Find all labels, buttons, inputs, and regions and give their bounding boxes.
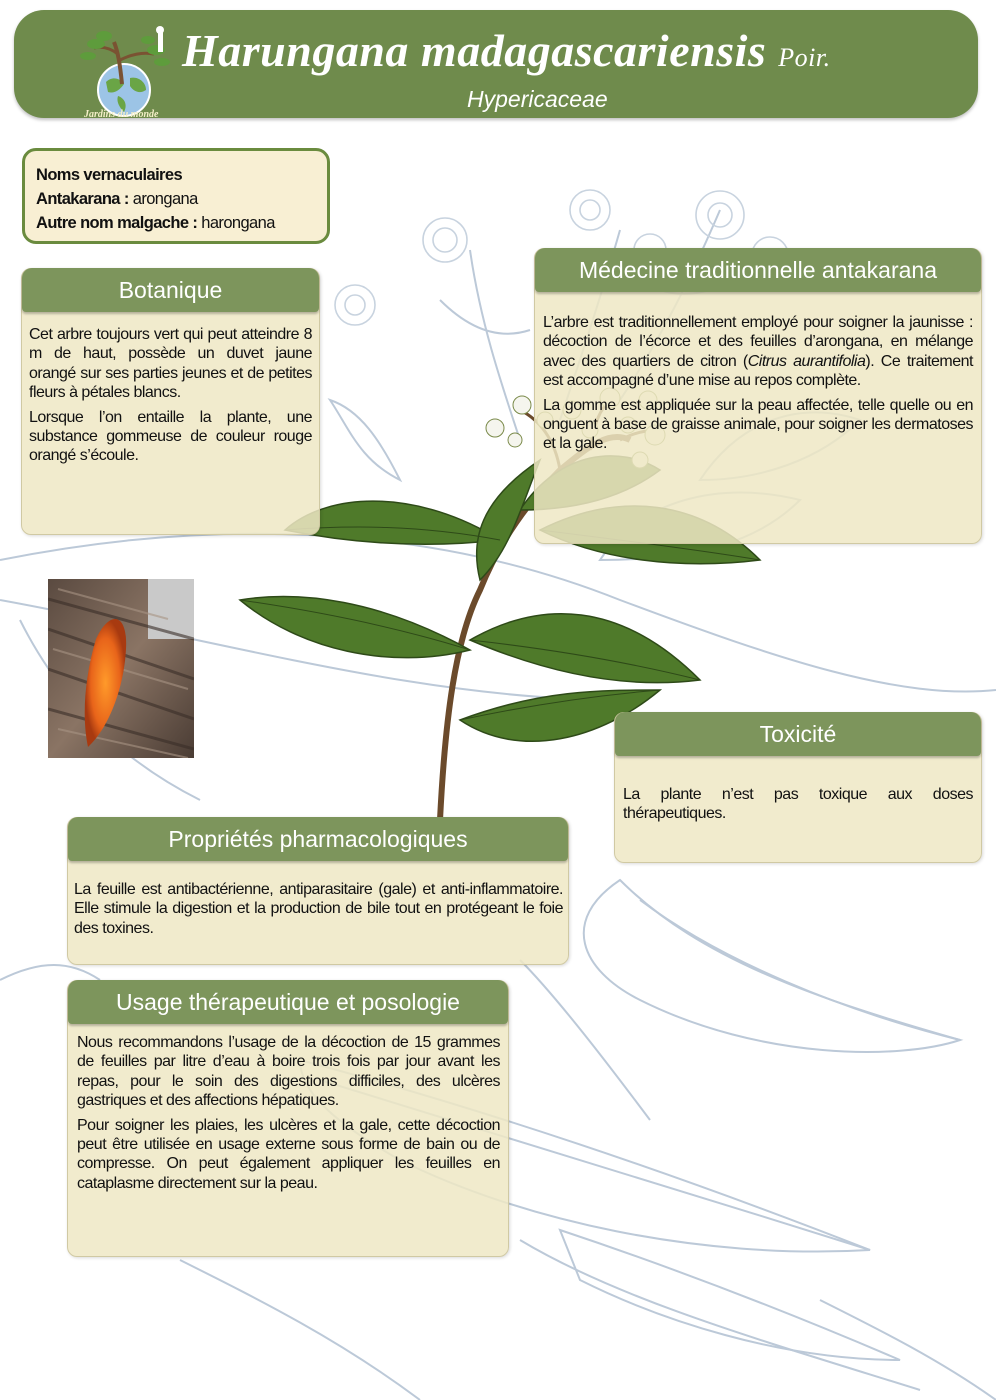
toxicite-paragraph-1: La plante n’est pas toxique aux doses thérapeutiques. (623, 786, 973, 823)
medecine-body (543, 313, 973, 459)
pharma-paragraph-1: La feuille est antibactérienne, antiparasitaire (gale) et anti-inflammatoire. Elle stimule la digestion et la production de bile tout en protégeant le foie des toxines. (74, 881, 563, 937)
usage-therapeutique-section (67, 980, 509, 1257)
plant-family: Hypericaceae (467, 86, 608, 112)
page-title (182, 24, 831, 77)
proprietes-pharmacologiques-section (67, 817, 569, 965)
vernacular-label-1: Antakarana : (36, 190, 129, 208)
usage-paragraph-1: Nous recommandons l’usage de la décoction de 15 grammes de feuilles par litre d’eau à boire trois fois par jour avant les repas, pour le soin des digestions difficiles, des ulcères gastriques et des affections hépatiques. (77, 1034, 500, 1110)
medecine-heading: Médecine traditionnelle antakarana (535, 248, 981, 292)
species-author: Poir. (778, 43, 831, 72)
vernacular-value-2: harongana (201, 214, 275, 232)
toxicite-body (623, 785, 973, 829)
toxicite-section (614, 712, 982, 863)
medecine-paragraph-1 (543, 313, 973, 391)
usage-heading: Usage thérapeutique et posologie (68, 980, 508, 1024)
medecine-traditionnelle-section (534, 248, 982, 544)
botanique-body (29, 325, 312, 471)
botanique-paragraph-1: Cet arbre toujours vert qui peut atteindre 8 m de haut, possède un duvet jaune orangé sur ses parties jeunes et de petites fleurs à pétales blancs. (29, 326, 312, 402)
usage-body (77, 1033, 500, 1198)
jardins-du-monde-logo (74, 24, 184, 122)
orange-sap-photo (48, 579, 194, 758)
medecine-text-a: L’arbre est traditionnellement employé pour soigner la jaunisse : décoction de l’écorce et des feuilles d’arongana, en mélange avec des quartiers de citron ( (543, 314, 973, 370)
vernacular-names-box (22, 148, 330, 244)
medecine-paragraph-2: La gomme est appliquée sur la peau affectée, telle quelle ou en onguent à base de graisse animale, pour soigner les dermatoses et la gale. (543, 396, 973, 453)
vernacular-label-2: Autre nom malgache : (36, 214, 198, 232)
pharma-heading: Propriétés pharmacologiques (68, 817, 568, 861)
usage-paragraph-2: Pour soigner les plaies, les ulcères et la gale, cette décoction peut être utilisée en usage externe sous forme de bain ou de compresse. On peut également appliquer les feuilles en cataplasme directement sur la peau. (77, 1116, 500, 1192)
species-name: Harungana madagascariensis (182, 25, 767, 76)
medecine-text-b: ). Ce traitement est accompagné d’une mise au repos complète. (543, 352, 973, 390)
toxicite-heading: Toxicité (615, 712, 981, 756)
logo-text: Jardins du monde (84, 109, 159, 120)
header-banner (14, 10, 978, 118)
botanique-heading: Botanique (22, 268, 319, 312)
vernacular-heading: Noms vernaculaires (36, 166, 183, 184)
medecine-species-italic: Citrus aurantifolia (747, 352, 866, 370)
botanique-paragraph-2: Lorsque l’on entaille la plante, une substance gommeuse de couleur rouge orangé s’écoule. (29, 408, 312, 465)
pharma-body (74, 880, 563, 943)
botanique-section (21, 268, 320, 535)
vernacular-value-1: arongana (132, 190, 198, 208)
